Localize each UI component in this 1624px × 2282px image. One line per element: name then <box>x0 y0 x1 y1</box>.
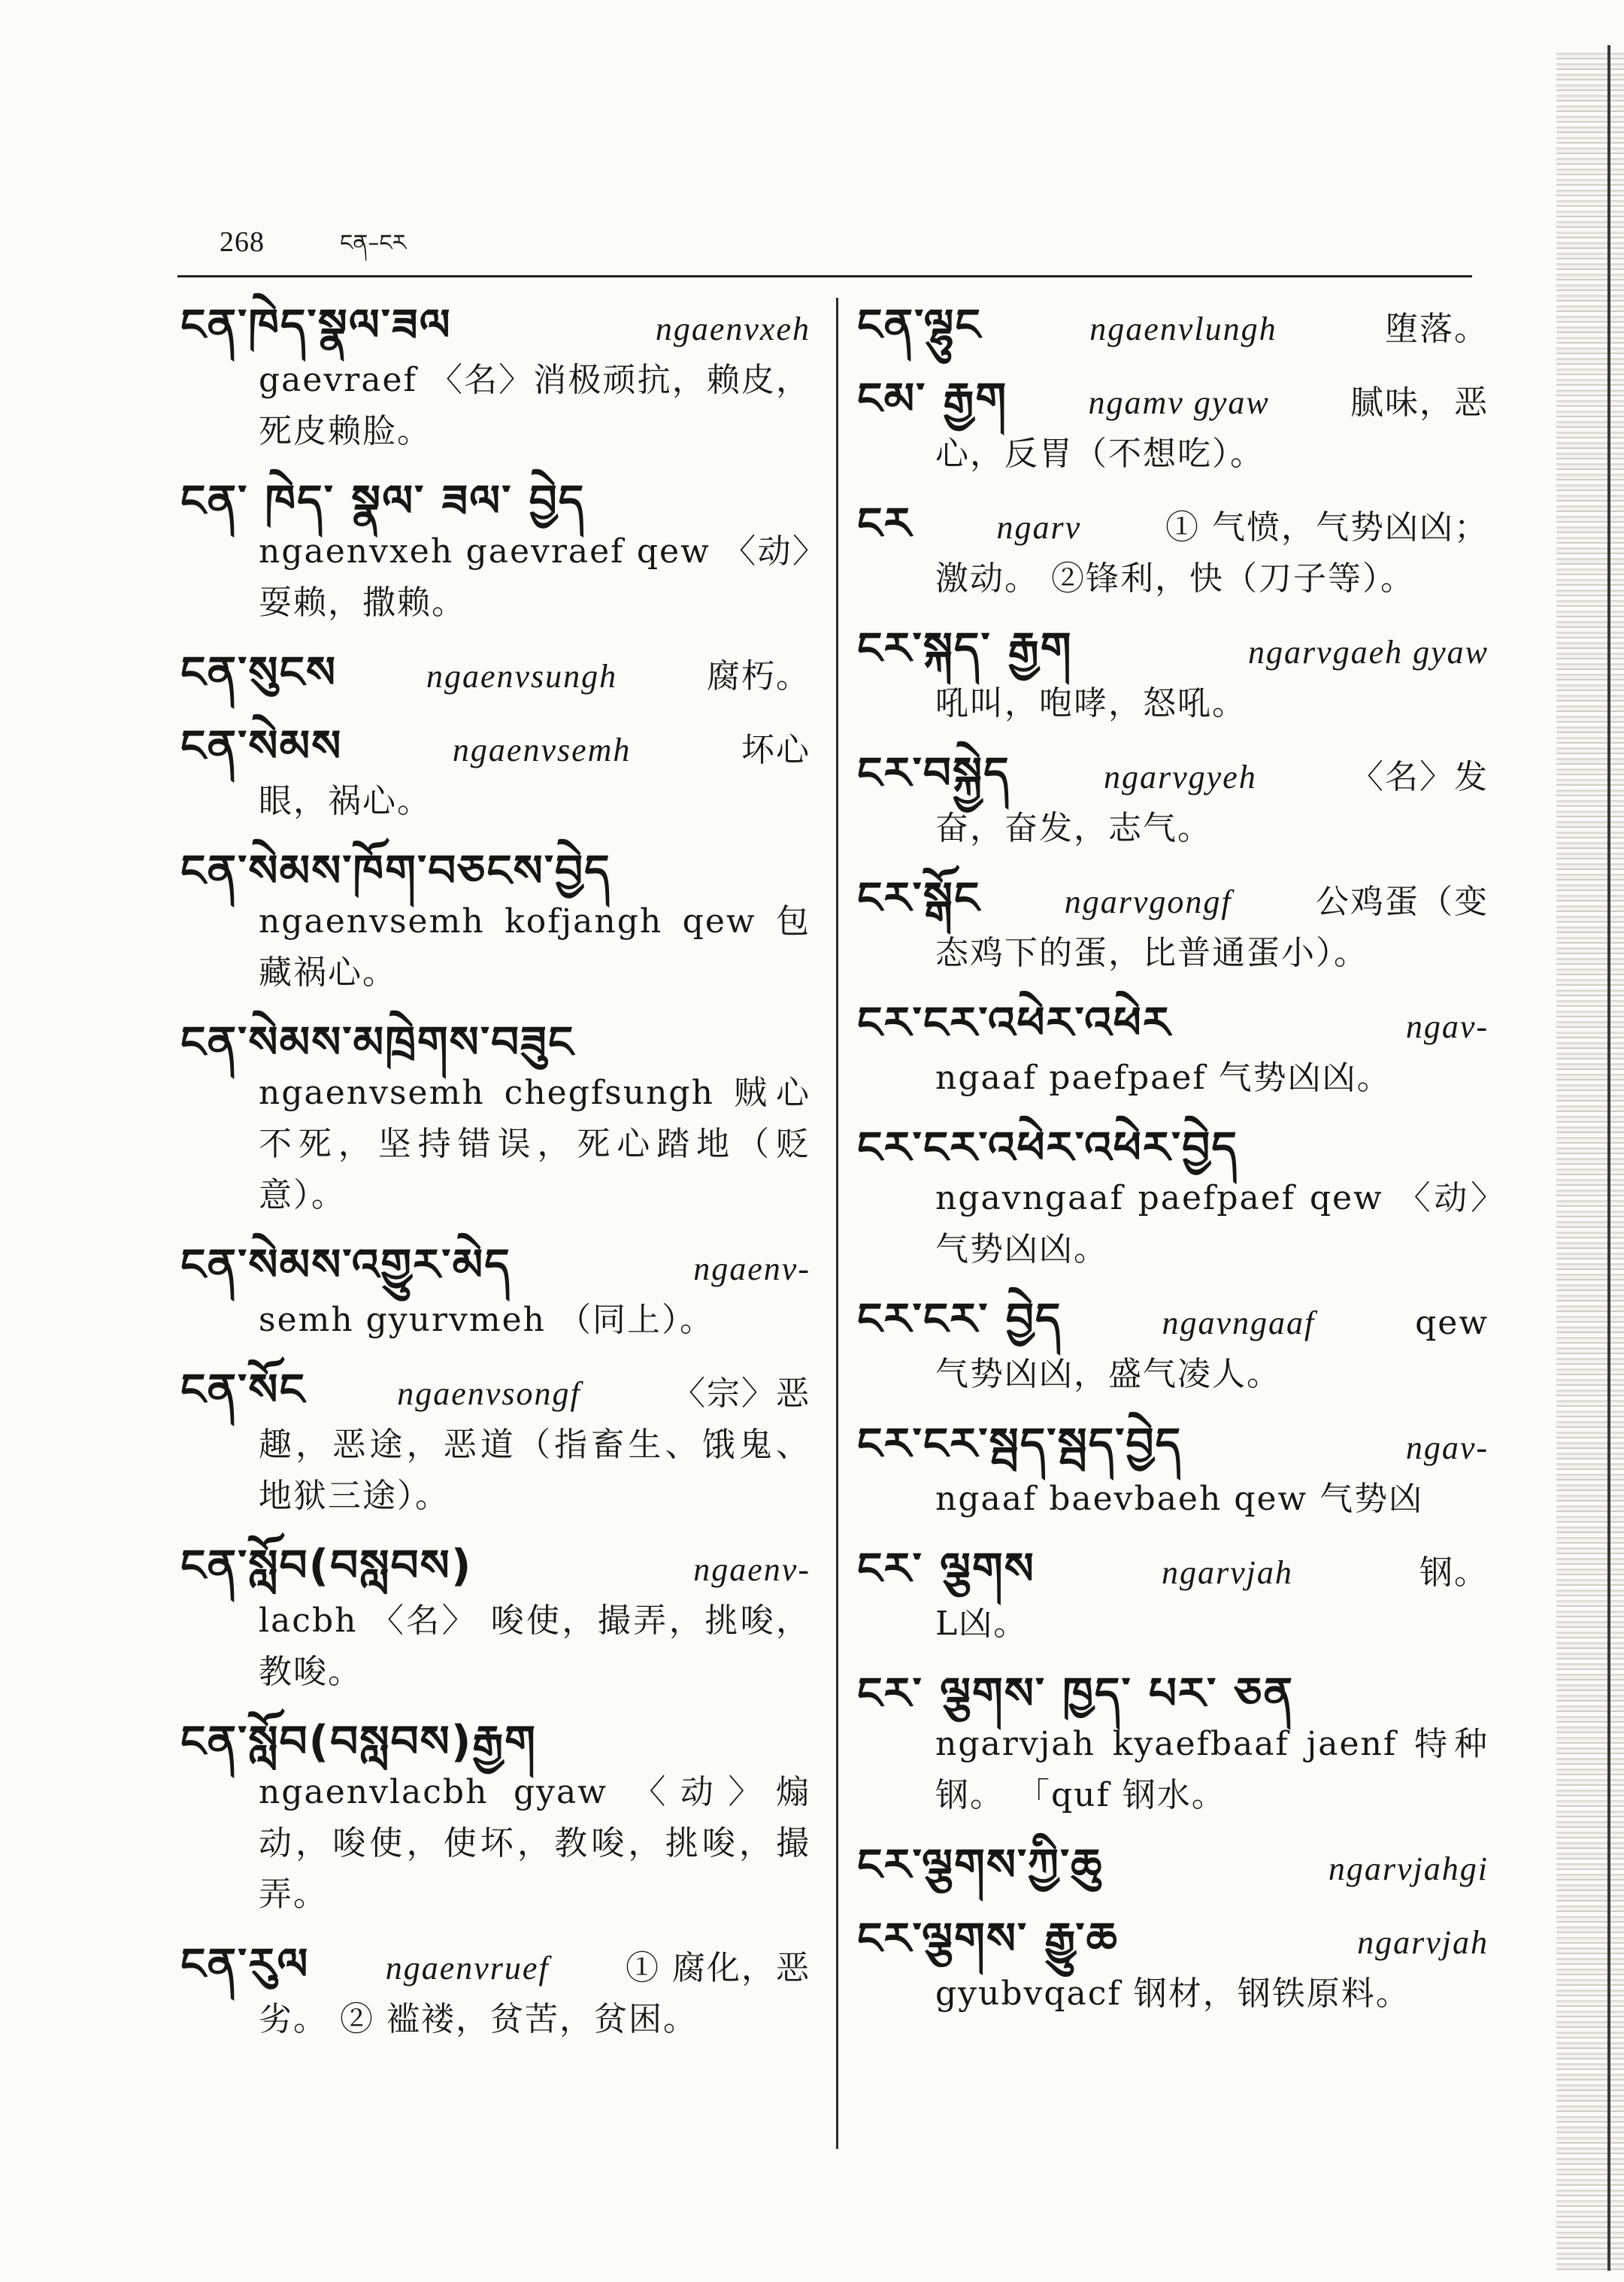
romanization: ngarv <box>996 509 1082 546</box>
definition: 气势凶凶，盛气凌人。 <box>935 1355 1281 1393</box>
entry-headline <box>180 845 810 896</box>
running-head: ངན–ངར <box>340 230 407 256</box>
definition: gaevraef 〈名〉消极顽抗，赖皮，死皮赖脸。 <box>259 361 810 450</box>
dictionary-entry <box>180 1239 810 1346</box>
dictionary-entry <box>180 1716 810 1920</box>
headword-tibetan: ངར་ལྕགས་ རྒྱུ་ཆ <box>857 1913 1119 1964</box>
romanization: ngaenv- <box>693 1551 810 1588</box>
definition-start: 〈宗〉恶 <box>671 1374 810 1413</box>
definition: lacbh 〈名〉 唆使，撮弄，挑唆，教唆。 <box>259 1602 810 1691</box>
headword-tibetan: ངན་ ཁེད་ སྣལ་ ཟལ་ བྱེད <box>180 475 586 526</box>
definition-start: 公鸡蛋（变 <box>1315 883 1489 921</box>
definition: 劣。 ② 褴褛，贫苦，贫困。 <box>259 2000 698 2038</box>
headword-tibetan: ངན་རུལ <box>180 1938 310 1990</box>
entry-headline <box>180 1716 810 1767</box>
romanization: ngaenv- <box>693 1250 810 1287</box>
dictionary-entry <box>857 1293 1489 1400</box>
headword-tibetan: ངར་ངར་ བྱེད <box>857 1293 1062 1344</box>
romanization: ngarvgyeh <box>1103 759 1257 796</box>
entry-headline <box>857 373 1489 429</box>
definition: 吼叫，咆哮，怒吼。 <box>935 684 1247 723</box>
definition-start: ① 腐化，恶 <box>625 1949 810 1987</box>
dictionary-entry <box>857 498 1489 605</box>
dictionary-entry <box>857 623 1489 729</box>
definition-start: 钢。 <box>1419 1553 1489 1592</box>
headword-tibetan: ངར <box>857 498 913 549</box>
dictionary-entry <box>180 475 810 629</box>
entry-headline <box>180 1364 810 1420</box>
romanization: ngamv gyaw <box>1088 384 1270 421</box>
definition: gyubvqacf 钢材，钢铁原料。 <box>935 1974 1410 2013</box>
definition: ngaenvsemh kofjangh qew 包藏祸心。 <box>259 902 810 992</box>
romanization: ngaenvxeh <box>655 311 810 347</box>
dictionary-entry <box>857 1839 1489 1895</box>
dictionary-entry <box>180 1540 810 1698</box>
definition: semh gyurvmeh （同上）。 <box>259 1301 715 1339</box>
romanization: ngav- <box>1405 1429 1489 1466</box>
column-divider <box>836 298 838 2149</box>
definition: 激动。 ②锋利，快（刀子等）。 <box>935 559 1415 598</box>
romanization: ngavngaaf <box>1162 1305 1316 1341</box>
header-rule <box>177 275 1472 277</box>
right-column <box>857 299 1489 2038</box>
headword-tibetan: ངན་སློབ(བསླབས) <box>180 1540 473 1591</box>
definition-start: 坏心 <box>741 731 810 769</box>
entry-headline <box>180 475 810 526</box>
dictionary-entry <box>180 1938 810 2045</box>
headword-tibetan: ངར་ངར་འཕེར་འཕེར་བྱེད <box>857 1122 1238 1173</box>
headword-tibetan: ངན་སུངས <box>180 647 338 698</box>
dictionary-entry <box>180 647 810 702</box>
dictionary-entry <box>857 299 1489 355</box>
dictionary-entry <box>857 747 1489 854</box>
headword-tibetan: ངན་ལྷུང <box>857 299 982 350</box>
left-column <box>180 299 810 2063</box>
page-edge-shadow <box>1556 53 1624 2271</box>
definition: 奋，奋发，志气。 <box>935 809 1212 847</box>
entry-headline <box>857 1839 1489 1895</box>
dictionary-entry <box>857 1418 1489 1525</box>
definition: ngaenvxeh gaevraef qew 〈动〉耍赖，撒赖。 <box>259 532 810 622</box>
entry-headline <box>857 1122 1489 1173</box>
definition: ngaenvsemh chegfsungh 贼心不死，坚持错误，死心踏地（贬意）。 <box>259 1074 810 1214</box>
entry-headline <box>180 647 810 702</box>
definition-start: 〈名〉发 <box>1350 758 1489 796</box>
definition: 态鸡下的蛋，比普通蛋小）。 <box>935 934 1368 972</box>
entry-headline <box>857 997 1489 1053</box>
headword-tibetan: ངན་སེམས་ཁོག་བཅངས་བྱེད <box>180 845 611 896</box>
entry-headline <box>857 872 1489 928</box>
entry-headline <box>180 1017 810 1068</box>
definition-start: 腐朽。 <box>706 657 810 696</box>
dictionary-entry <box>180 1364 810 1522</box>
definition-start: qew <box>1415 1304 1489 1342</box>
entry-headline <box>857 747 1489 803</box>
dictionary-entry <box>180 299 810 457</box>
definition: L凶。 <box>935 1605 1029 1643</box>
definition: ngaaf baevbaeh qew 气势凶 <box>935 1480 1424 1518</box>
definition: 心，反胃（不想吃）。 <box>935 435 1265 473</box>
romanization: ngav- <box>1405 1008 1489 1045</box>
entry-headline <box>857 498 1489 553</box>
entry-headline <box>180 1239 810 1295</box>
dictionary-entry <box>180 845 810 999</box>
dictionary-entry <box>180 1017 810 1221</box>
definition: ngaaf paefpaef 气势凶凶。 <box>935 1059 1392 1097</box>
definition-start: 堕落。 <box>1385 310 1489 348</box>
romanization: ngaenvsemh <box>452 732 632 768</box>
definition-start: ① 气愤，气势凶凶； <box>1165 508 1489 547</box>
headword-tibetan: ངར་ ལྕགས <box>857 1543 1035 1594</box>
entry-headline <box>180 1938 810 1994</box>
entry-headline <box>180 299 810 355</box>
page-number: 268 <box>220 226 265 258</box>
romanization: ngarvjah <box>1357 1924 1489 1961</box>
headword-tibetan: ངན་ཁེད་སྣལ་ཟལ <box>180 299 452 350</box>
entry-headline <box>857 1543 1489 1599</box>
dictionary-entry <box>857 1122 1489 1275</box>
definition: 眼，祸心。 <box>259 782 432 820</box>
headword-tibetan: ངན་སེམས་འགྱུར་མེད <box>180 1239 511 1290</box>
headword-tibetan: ངམ་ རྒྱག <box>857 373 1008 424</box>
dictionary-entry <box>857 997 1489 1104</box>
headword-tibetan: ངར་ལྕགས་ཀྱི་ཆུ <box>857 1839 1104 1890</box>
romanization: ngaenvlungh <box>1089 311 1277 347</box>
romanization: ngarvgongf <box>1064 883 1232 920</box>
definition: ngaenvlacbh gyaw 〈动〉煽动，唆使，使坏，教唆，挑唆，撮弄。 <box>259 1773 810 1914</box>
dictionary-entry <box>857 1668 1489 1821</box>
headword-tibetan: ངན་སེམས་མཁྲེགས་བཟུང <box>180 1017 575 1068</box>
headword-tibetan: ངར་སྐད་ རྒྱག <box>857 623 1073 674</box>
headword-tibetan: ངར་ ལྕགས་ ཁྱད་ པར་ ཅན <box>857 1668 1295 1719</box>
entry-headline <box>857 1668 1489 1719</box>
entry-headline <box>857 1293 1489 1349</box>
dictionary-entry <box>857 1543 1489 1650</box>
romanization: ngarvjahgi <box>1328 1850 1489 1887</box>
headword-tibetan: ངར་སྒོང <box>857 872 981 923</box>
romanization: ngaenvsungh <box>426 658 618 695</box>
romanization: ngarvjah <box>1162 1554 1293 1591</box>
dictionary-entry <box>857 373 1489 480</box>
romanization: ngaenvruef <box>385 1950 550 1987</box>
definition: ngarvjah kyaefbaaf jaenf 特种钢。 「quf 钢水。 <box>935 1725 1489 1814</box>
entry-headline <box>857 299 1489 355</box>
headword-tibetan: ངར་བསྐྱེད <box>857 747 1010 799</box>
entry-headline <box>180 720 810 776</box>
headword-tibetan: ངར་ངར་སྦད་སྦད་བྱེད <box>857 1418 1183 1469</box>
headword-tibetan: ངན་སློབ(བསླབས)རྒྱག <box>180 1716 537 1767</box>
entry-headline <box>857 623 1489 678</box>
page-edge-line <box>1607 45 1610 2271</box>
definition: ngavngaaf paefpaef qew 〈动〉气势凶凶。 <box>935 1179 1489 1268</box>
dictionary-entry <box>180 720 810 827</box>
headword-tibetan: ངར་ངར་འཕེར་འཕེར <box>857 997 1171 1048</box>
entry-headline <box>857 1913 1489 1968</box>
definition: 趣，恶途，恶道（指畜生、饿鬼、地狱三途）。 <box>259 1426 810 1515</box>
dictionary-entry <box>857 1913 1489 2020</box>
romanization: ngarvgaeh gyaw <box>1247 634 1489 671</box>
entry-headline <box>180 1540 810 1596</box>
dictionary-entry <box>857 872 1489 979</box>
definition-start: 腻味，恶 <box>1350 383 1489 422</box>
headword-tibetan: ངན་སེམས <box>180 720 343 771</box>
entry-headline <box>857 1418 1489 1474</box>
romanization: ngaenvsongf <box>397 1375 581 1412</box>
headword-tibetan: ངན་སོང <box>180 1364 306 1415</box>
